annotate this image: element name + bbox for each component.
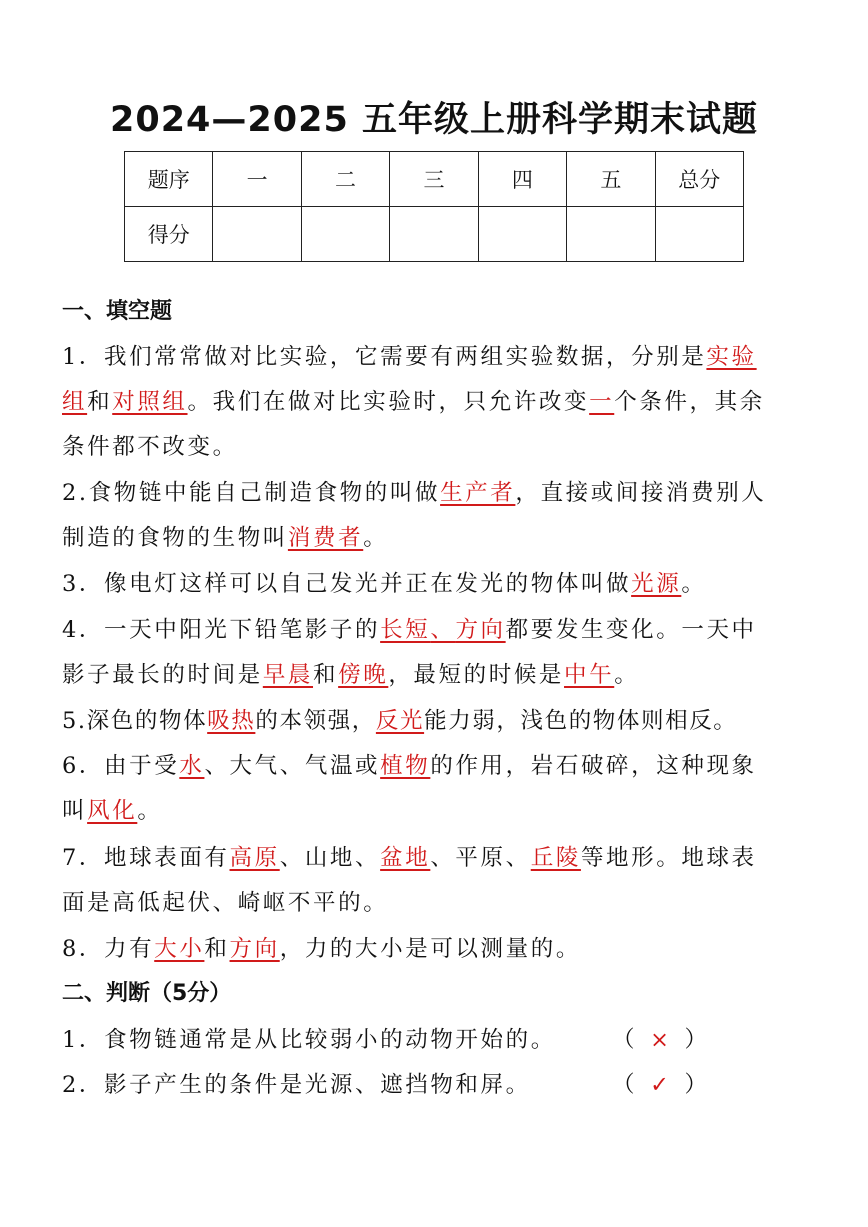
q2-line-1: 2.食物链中能自己制造食物的叫做生产者，直接或间接消费别人: [62, 480, 767, 506]
q7-line-2: 面是高低起伏、崎岖不平的。: [62, 890, 389, 916]
answer: 吸热: [207, 708, 256, 734]
page-title: 2024—2025 五年级上册科学期末试题: [109, 100, 758, 140]
q2-line-2: 制造的食物的生物叫消费者。: [62, 525, 389, 551]
score-blank-2: [301, 207, 389, 262]
score-table-header-row: [125, 152, 744, 207]
judge-item-1: 1．食物链通常是从比较弱小的动物开始的。: [62, 1027, 556, 1053]
answer: 反光: [375, 708, 425, 734]
score-blank-5: [567, 207, 655, 262]
answer: 高原: [229, 845, 280, 871]
judge-answer-2: （ ✓ ）: [612, 1072, 708, 1098]
answer: 大小: [154, 936, 205, 962]
answer: 组: [62, 389, 88, 415]
q1-line-2: 组和对照组。我们在做对比实验时，只允许改变一个条件，其余: [62, 389, 765, 415]
q6-line-2: 叫风化。: [62, 798, 163, 824]
cell-part-1: 一: [213, 152, 301, 207]
q4-line-2: 影子最长的时间是早晨和傍晚，最短的时候是中午。: [62, 662, 640, 688]
answer: 光源: [631, 571, 682, 597]
score-blank-1: [213, 207, 301, 262]
check-mark-icon: ✓: [650, 1072, 669, 1098]
cell-part-3: 三: [390, 152, 478, 207]
answer: 消费者: [287, 525, 364, 551]
cell-question-order: 题序: [125, 152, 213, 207]
q1-line-3: 条件都不改变。: [62, 434, 238, 460]
answer: 早晨: [262, 662, 314, 688]
q5-line: 5.深色的物体吸热的本领强，反光能力弱，浅色的物体则相反。: [62, 708, 738, 734]
section-judgment-heading: 二、判断（5分）: [62, 981, 232, 1006]
score-table: [124, 151, 744, 262]
cell-score-label: 得分: [125, 207, 213, 262]
answer: 、: [430, 617, 456, 643]
cell-part-5: 五: [567, 152, 655, 207]
q4-line-1: 4．一天中阳光下铅笔影子的长短、方向都要发生变化。一天中: [62, 617, 757, 643]
answer: 方向: [455, 617, 506, 643]
score-blank-4: [478, 207, 566, 262]
answer: 丘陵: [530, 845, 581, 871]
q3-line: 3．像电灯这样可以自己发光并正在发光的物体叫做光源。: [62, 571, 707, 597]
answer: 风化: [87, 798, 138, 824]
score-table-score-row: [125, 207, 744, 262]
answer: 植物: [380, 753, 431, 779]
answer: 生产者: [440, 480, 516, 506]
answer: 中午: [564, 662, 615, 688]
answer: 傍晚: [338, 662, 389, 688]
answer: 一: [589, 389, 615, 415]
score-blank-3: [390, 207, 478, 262]
judge-item-2: 2．影子产生的条件是光源、遮挡物和屏。: [62, 1072, 531, 1098]
answer: 盆地: [380, 845, 431, 871]
cell-part-4: 四: [478, 152, 566, 207]
score-blank-total: [655, 207, 743, 262]
judge-answer-1: （ × ）: [612, 1027, 708, 1053]
cross-mark-icon: ×: [650, 1027, 669, 1053]
answer: 方向: [229, 936, 280, 962]
answer: 水: [179, 753, 205, 779]
answer: 对照组: [112, 389, 188, 415]
answer: 实验: [706, 344, 757, 370]
q1-line-1: 1．我们常常做对比实验，它需要有两组实验数据，分别是实验: [62, 344, 757, 370]
q8-line: 8．力有大小和方向，力的大小是可以测量的。: [62, 936, 581, 962]
cell-part-2: 二: [301, 152, 389, 207]
q6-line-1: 6．由于受水、大气、气温或植物的作用，岩石破碎，这种现象: [62, 753, 757, 779]
section-fill-blank-heading: 一、填空题: [62, 299, 173, 324]
q7-line-1: 7．地球表面有高原、山地、盆地、平原、丘陵等地形。地球表: [62, 845, 757, 871]
cell-total: 总分: [655, 152, 743, 207]
answer: 长短: [380, 617, 431, 643]
